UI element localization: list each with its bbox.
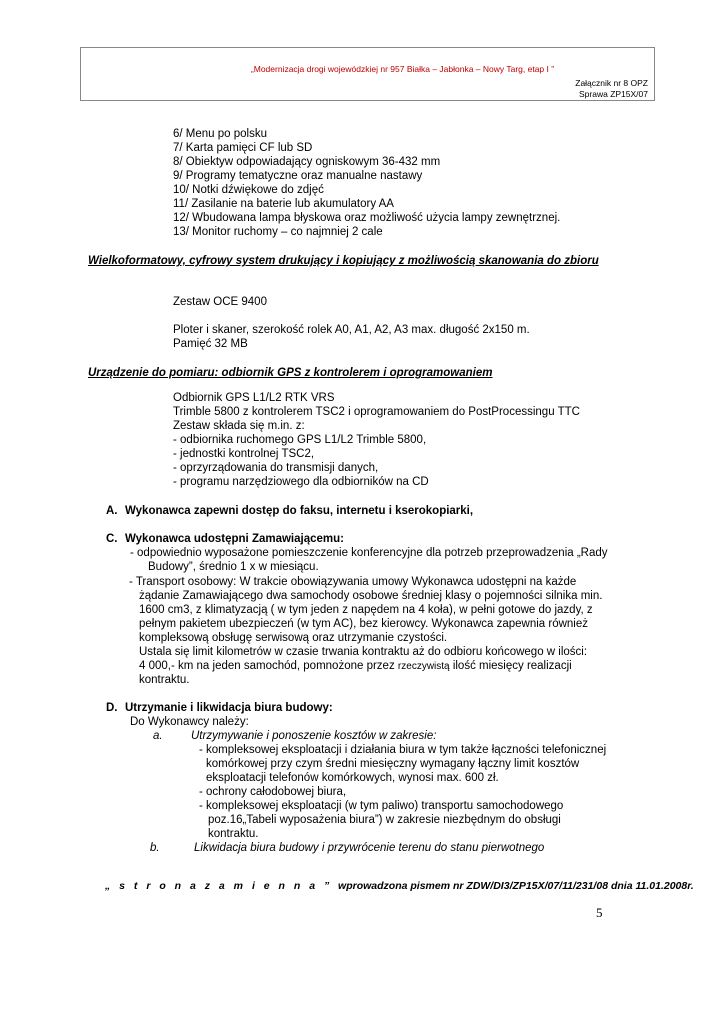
section-c-line: pełnym pakietem ubezpieczeń (w tym AC), bez kierowcy. Wykonawca zapewnia również xyxy=(139,618,589,630)
gps-line: - odbiornika ruchomego GPS L1/L2 Trimble 5800, xyxy=(173,434,427,446)
section-d-intro: Do Wykonawcy należy: xyxy=(130,716,249,728)
item-a-text: Utrzymywanie i ponoszenie kosztów w zakresie: xyxy=(191,730,437,742)
case-number: Sprawa ZP15X/07 xyxy=(579,89,648,99)
replacement-note xyxy=(105,880,694,892)
section-c-line: 1600 cm3, z klimatyzacją ( w tym jeden z napędem na 4 koła), w pełni gotowe do jazdy, z xyxy=(139,604,593,616)
project-title: „Modernizacja drogi wojewódzkiej nr 957 Białka – Jabłonka – Nowy Targ, etap I ” xyxy=(250,64,555,74)
item-a-line: - ochrony całodobowej biura, xyxy=(199,786,347,798)
gps-heading: Urządzenie do pomiaru: odbiornik GPS z kontrolerem i oprogramowaniem xyxy=(88,367,493,379)
gps-line: - oprzyrządowania do transmisji danych, xyxy=(173,462,379,474)
plotter-desc: Ploter i skaner, szerokość rolek A0, A1, A2, A3 max. długość 2x150 m. xyxy=(173,324,530,336)
list-item: 11/ Zasilanie na baterie lub akumulatory AA xyxy=(173,198,394,210)
km-limit-word: rzeczywistą xyxy=(397,661,450,672)
list-item: 9/ Programy tematyczne oraz manualne nastawy xyxy=(173,170,423,182)
item-b-text: Likwidacja biura budowy i przywrócenie terenu do stanu pierwotnego xyxy=(194,842,545,854)
list-item: 10/ Notki dźwiękowe do zdjęć xyxy=(173,184,324,196)
replacement-reference: wprowadzona pismem nr ZDW/DI3/ZP15X/07/11/231/08 dnia 11.01.2008r. xyxy=(338,880,694,892)
list-item: 8/ Obiektyw odpowiadający ogniskowym 36-432 mm xyxy=(173,156,441,168)
plotter-set: Zestaw OCE 9400 xyxy=(173,296,267,308)
replacement-label: „ s t r o n a z a m i e n n a ” xyxy=(105,880,333,892)
section-a-text: Wykonawca zapewni dostęp do faksu, internetu i kserokopiarki, xyxy=(125,505,474,517)
section-c-line: kontraktu. xyxy=(139,674,190,686)
section-d-label: D. xyxy=(106,702,118,714)
gps-line: Odbiornik GPS L1/L2 RTK VRS xyxy=(173,392,335,404)
km-limit-rest: ilość miesięcy realizacji xyxy=(452,660,572,672)
page-number: 5 xyxy=(596,905,603,920)
item-b-label: b. xyxy=(150,842,160,854)
section-c-line: Budowy”, średnio 1 x w miesiącu. xyxy=(148,561,319,573)
gps-line: Trimble 5800 z kontrolerem TSC2 i oprogramowaniem do PostProcessingu TTC xyxy=(173,406,580,418)
list-item: 13/ Monitor ruchomy – co najmniej 2 cale xyxy=(173,226,383,238)
section-d-title: Utrzymanie i likwidacja biura budowy: xyxy=(125,702,333,714)
plotter-memory: Pamięć 32 MB xyxy=(173,338,248,350)
section-c-label: C. xyxy=(106,533,118,545)
item-a-label: a. xyxy=(153,730,163,742)
section-c-line xyxy=(139,660,572,674)
section-c-title: Wykonawca udostępni Zamawiającemu: xyxy=(125,533,344,545)
item-a-line: eksploatacji telefonów komórkowych, wynosi max. 600 zł. xyxy=(206,772,499,784)
section-c-line: żądanie Zamawiającego dwa samochody osobowe średniej klasy o pojemności silnika min. xyxy=(139,590,603,602)
gps-line: - programu narzędziowego dla odbiorników na CD xyxy=(173,476,429,488)
section-c-line: - odpowiednio wyposażone pomieszczenie konferencyjne dla potrzeb przeprowadzenia „Rady xyxy=(130,547,608,559)
km-limit-text: 4 000,- km na jeden samochód, pomnożone przez xyxy=(139,660,395,672)
item-a-line: kontraktu. xyxy=(208,828,259,840)
section-c-line: kompleksową obsługę serwisową oraz utrzymanie czystości. xyxy=(139,632,448,644)
list-item: 12/ Wbudowana lampa błyskowa oraz możliwość użycia lampy zewnętrznej. xyxy=(173,212,561,224)
plotter-heading: Wielkoformatowy, cyfrowy system drukujący i kopiujący z możliwością skanowania do zbioru xyxy=(88,255,599,267)
attachment-label: Załącznik nr 8 OPZ xyxy=(575,78,648,88)
item-a-line: - kompleksowej eksploatacji (w tym paliwo) transportu samochodowego xyxy=(199,800,564,812)
item-a-line: - kompleksowej eksploatacji i działania biura w tym także łączności telefonicznej xyxy=(199,744,607,756)
header-box xyxy=(80,47,655,101)
list-item: 7/ Karta pamięci CF lub SD xyxy=(173,142,313,154)
item-a-line: komórkowej przy czym średni miesięczny wymagany łączny limit kosztów xyxy=(206,758,580,770)
section-c-line: - Transport osobowy: W trakcie obowiązywania umowy Wykonawca udostępni na każde xyxy=(129,576,577,588)
gps-line: Zestaw składa się m.in. z: xyxy=(173,420,305,432)
list-item: 6/ Menu po polsku xyxy=(173,128,267,140)
section-c-line: Ustala się limit kilometrów w czasie trwania kontraktu aż do odbioru końcowego w ilości: xyxy=(139,646,588,658)
item-a-line: poz.16„Tabeli wyposażenia biura”) w zakresie niezbędnym do obsługi xyxy=(208,814,561,826)
gps-line: - jednostki kontrolnej TSC2, xyxy=(173,448,315,460)
section-a-label: A. xyxy=(106,505,118,517)
